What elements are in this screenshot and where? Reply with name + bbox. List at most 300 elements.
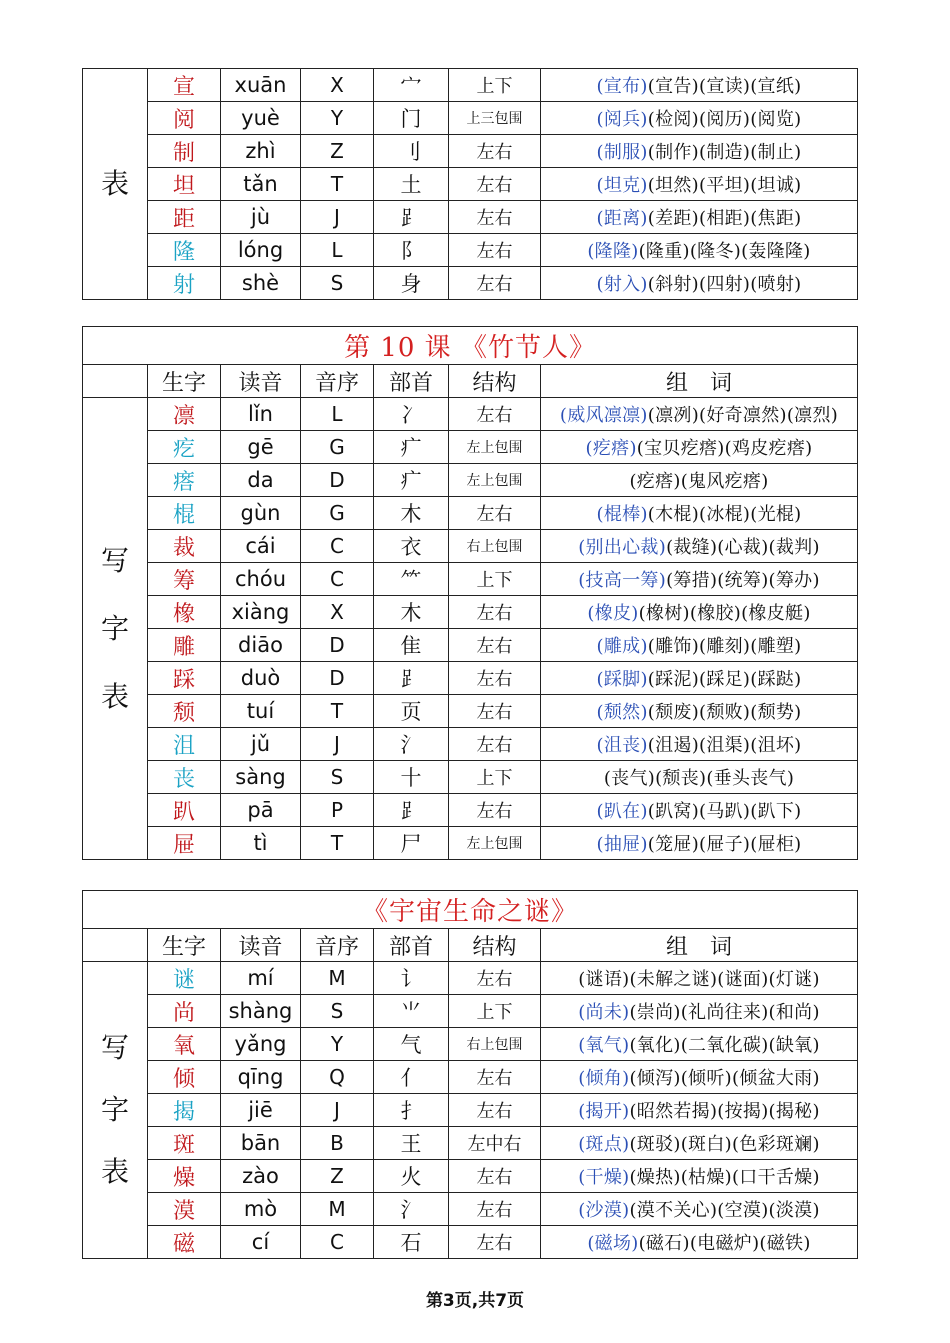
words-highlight: (射入) [596,274,648,295]
table-row [83,1193,858,1226]
seq-cell: L [301,398,374,431]
radical-cell: 扌 [374,1094,449,1127]
words-cell [541,1226,858,1259]
char-cell: 凛 [148,398,221,431]
radical-cell: 疒 [374,464,449,497]
radical-cell: 木 [374,596,449,629]
char-cell: 雕 [148,629,221,662]
table-row [83,102,858,135]
radical-cell: ⺮ [374,563,449,596]
pinyin-cell: sàng [221,761,301,794]
words-highlight: (疙瘩) [585,438,637,459]
table-row [83,135,858,168]
pinyin-cell: lóng [221,234,301,267]
table-row [83,695,858,728]
words-rest: (橡树)(橡胶)(橡皮艇) [638,603,811,624]
pinyin-cell: shàng [221,995,301,1028]
struct-cell: 左右 [449,1193,541,1226]
table-row [83,662,858,695]
vocab-table-2 [82,326,858,860]
words-highlight: (雕成) [596,636,648,657]
side-label-char: 字 [100,1093,129,1126]
seq-cell: X [301,596,374,629]
table-row [83,201,858,234]
seq-cell: S [301,267,374,300]
table-row [83,234,858,267]
header-struct: 结构 [449,365,541,398]
seq-cell: J [301,201,374,234]
struct-cell: 左右 [449,398,541,431]
table-row [83,267,858,300]
radical-cell: 氵 [374,1193,449,1226]
words-rest: (昭然若揭)(按揭)(揭秘) [629,1101,820,1122]
pinyin-cell: bān [221,1127,301,1160]
char-cell: 漠 [148,1193,221,1226]
table-row [83,1094,858,1127]
words-rest: (颓废)(颓败)(颓势) [647,702,802,723]
header-row [83,929,858,962]
words-cell [541,135,858,168]
header-char: 生字 [148,365,221,398]
pinyin-cell: tì [221,827,301,860]
words-rest: (倾泻)(倾听)(倾盆大雨) [629,1068,820,1089]
seq-cell: B [301,1127,374,1160]
words-highlight: (宣布) [596,76,648,97]
seq-cell: P [301,794,374,827]
words-cell [541,962,858,995]
table-row [83,962,858,995]
table-row [83,1028,858,1061]
seq-cell: M [301,962,374,995]
radical-cell: 疒 [374,431,449,464]
words-cell [541,761,858,794]
struct-cell: 左右 [449,662,541,695]
pinyin-cell: yǎng [221,1028,301,1061]
words-cell [541,794,858,827]
char-cell: 揭 [148,1094,221,1127]
words-rest: (漠不关心)(空漠)(淡漠) [629,1200,820,1221]
section-2 [82,326,857,860]
char-cell: 尚 [148,995,221,1028]
table-row [83,464,858,497]
words-highlight: (抽屉) [596,834,648,855]
words-rest: (氧化)(二氧化碳)(缺氧) [629,1035,820,1056]
radical-cell: 尸 [374,827,449,860]
struct-cell: 左右 [449,728,541,761]
char-cell: 距 [148,201,221,234]
struct-cell: 左右 [449,497,541,530]
words-rest: (丧气)(颓丧)(垂头丧气) [603,768,795,789]
radical-cell: 身 [374,267,449,300]
words-rest: (磁石)(电磁炉)(磁铁) [638,1233,811,1254]
pinyin-cell: chóu [221,563,301,596]
words-cell [541,464,858,497]
words-rest: (踩泥)(踩足)(踩跶) [647,669,802,690]
pinyin-cell: gùn [221,497,301,530]
words-cell [541,398,858,431]
pinyin-cell: cí [221,1226,301,1259]
seq-cell: Z [301,135,374,168]
words-highlight: (揭开) [578,1101,630,1122]
seq-cell: S [301,761,374,794]
struct-cell: 左右 [449,267,541,300]
seq-cell: D [301,464,374,497]
radical-cell: 火 [374,1160,449,1193]
seq-cell: T [301,695,374,728]
side-label [83,962,148,1259]
words-highlight: (颓然) [596,702,648,723]
radical-cell: 石 [374,1226,449,1259]
seq-cell: D [301,662,374,695]
words-highlight: (阅兵) [596,109,648,130]
pinyin-cell: qīng [221,1061,301,1094]
table-row [83,1160,858,1193]
words-rest: (宣告)(宣读)(宣纸) [647,76,802,97]
pinyin-cell: da [221,464,301,497]
words-highlight: (踩脚) [596,669,648,690]
struct-cell: 左右 [449,1094,541,1127]
char-cell: 踩 [148,662,221,695]
words-highlight: (技高一筹) [578,570,667,591]
char-cell: 屉 [148,827,221,860]
header-seq: 音序 [301,929,374,962]
table-row [83,168,858,201]
words-rest: (筹措)(统筹)(筹办) [666,570,820,591]
header-struct: 结构 [449,929,541,962]
radical-cell: 阝 [374,234,449,267]
header-side [83,929,148,962]
words-cell [541,563,858,596]
words-highlight: (沮丧) [596,735,648,756]
char-cell: 制 [148,135,221,168]
words-cell [541,1061,858,1094]
pinyin-cell: tǎn [221,168,301,201]
struct-cell: 上下 [449,69,541,102]
char-cell: 隆 [148,234,221,267]
words-cell [541,201,858,234]
pinyin-cell: mí [221,962,301,995]
title-row [83,891,858,929]
seq-cell: C [301,563,374,596]
struct-cell: 上下 [449,563,541,596]
words-cell [541,1193,858,1226]
pinyin-cell: gē [221,431,301,464]
char-cell: 倾 [148,1061,221,1094]
seq-cell: Y [301,1028,374,1061]
header-pinyin: 读音 [221,929,301,962]
words-highlight: (距离) [596,208,648,229]
radical-cell: 亻 [374,1061,449,1094]
char-cell: 筹 [148,563,221,596]
radical-cell: 气 [374,1028,449,1061]
struct-cell: 上三包围 [449,102,541,135]
side-label-char: 写 [100,543,129,577]
struct-cell: 左右 [449,1160,541,1193]
pinyin-cell: mò [221,1193,301,1226]
radical-cell: 页 [374,695,449,728]
words-highlight: (隆隆) [587,241,639,262]
radical-cell: ⻊ [374,662,449,695]
table-row [83,69,858,102]
struct-cell: 左右 [449,1061,541,1094]
pinyin-cell: xuān [221,69,301,102]
words-highlight: (棍棒) [596,504,648,525]
header-radical: 部首 [374,929,449,962]
words-cell [541,728,858,761]
seq-cell: G [301,497,374,530]
char-cell: 射 [148,267,221,300]
words-cell [541,629,858,662]
words-rest: (制作)(制造)(制止) [647,142,802,163]
char-cell: 裁 [148,530,221,563]
seq-cell: M [301,1193,374,1226]
table-row [83,794,858,827]
section-3 [82,890,857,1259]
char-cell: 疙 [148,431,221,464]
words-cell [541,69,858,102]
struct-cell: 左右 [449,695,541,728]
header-seq: 音序 [301,365,374,398]
seq-cell: Q [301,1061,374,1094]
side-label-char: 表 [100,1155,129,1188]
words-highlight: (威风凛凛) [559,405,648,426]
pinyin-cell: lǐn [221,398,301,431]
char-cell: 趴 [148,794,221,827]
radical-cell: ⻊ [374,201,449,234]
table-row [83,596,858,629]
words-highlight: (趴在) [596,801,648,822]
pinyin-cell: cái [221,530,301,563]
char-cell: 阅 [148,102,221,135]
seq-cell: S [301,995,374,1028]
words-highlight: (磁场) [587,1233,639,1254]
header-words: 组 词 [541,929,858,962]
table-row [83,995,858,1028]
radical-cell: 十 [374,761,449,794]
struct-cell: 左右 [449,629,541,662]
struct-cell: 左右 [449,234,541,267]
char-cell: 橡 [148,596,221,629]
seq-cell: D [301,629,374,662]
struct-cell: 左右 [449,201,541,234]
words-rest: (崇尚)(礼尚往来)(和尚) [629,1002,820,1023]
words-cell [541,431,858,464]
char-cell: 氧 [148,1028,221,1061]
table-row [83,827,858,860]
words-rest: (宝贝疙瘩)(鸡皮疙瘩) [636,438,813,459]
section-1 [82,68,857,300]
struct-cell: 左上包围 [449,431,541,464]
words-cell [541,1127,858,1160]
pinyin-cell: yuè [221,102,301,135]
struct-cell: 左右 [449,135,541,168]
words-cell [541,267,858,300]
lesson-title: 第 10 课 《竹节人》 [83,327,858,365]
words-highlight: (制服) [596,142,648,163]
words-rest: (坦然)(平坦)(坦诚) [647,175,802,196]
words-rest: (趴窝)(马趴)(趴下) [647,801,802,822]
radical-cell: 刂 [374,135,449,168]
words-highlight: (氧气) [578,1035,630,1056]
table-row [83,1061,858,1094]
words-cell [541,695,858,728]
words-highlight: (橡皮) [587,603,639,624]
words-rest: (雕饰)(雕刻)(雕塑) [647,636,802,657]
words-cell [541,102,858,135]
pinyin-cell: duò [221,662,301,695]
seq-cell: J [301,1094,374,1127]
radical-cell: 门 [374,102,449,135]
struct-cell: 右上包围 [449,530,541,563]
words-rest: (燥热)(枯燥)(口干舌燥) [629,1167,820,1188]
words-cell [541,995,858,1028]
seq-cell: L [301,234,374,267]
header-words: 组 词 [541,365,858,398]
char-cell: 宣 [148,69,221,102]
words-cell [541,827,858,860]
char-cell: 坦 [148,168,221,201]
seq-cell: T [301,827,374,860]
side-label [83,398,148,860]
words-cell [541,1160,858,1193]
words-highlight: (沙漠) [578,1200,630,1221]
radical-cell: 木 [374,497,449,530]
radical-cell: 氵 [374,728,449,761]
table-row [83,761,858,794]
table-row [83,1226,858,1259]
words-highlight: (尚未) [578,1002,630,1023]
seq-cell: C [301,1226,374,1259]
seq-cell: J [301,728,374,761]
words-cell [541,1094,858,1127]
words-rest: (笼屉)(屉子)(屉柜) [647,834,802,855]
pinyin-cell: zhì [221,135,301,168]
table-row [83,629,858,662]
words-rest: (差距)(相距)(焦距) [647,208,802,229]
header-radical: 部首 [374,365,449,398]
table-row [83,530,858,563]
pinyin-cell: tuí [221,695,301,728]
words-cell [541,1028,858,1061]
lesson-title: 《宇宙生命之谜》 [83,891,858,929]
side-label [83,69,148,300]
words-cell [541,168,858,201]
radical-cell: 衣 [374,530,449,563]
radical-cell: 冫 [374,398,449,431]
words-rest: (木棍)(冰棍)(光棍) [647,504,802,525]
char-cell: 燥 [148,1160,221,1193]
struct-cell: 上下 [449,995,541,1028]
char-cell: 沮 [148,728,221,761]
words-highlight: (坦克) [596,175,648,196]
seq-cell: Z [301,1160,374,1193]
table-row [83,563,858,596]
radical-cell: 讠 [374,962,449,995]
char-cell: 丧 [148,761,221,794]
words-cell [541,530,858,563]
words-rest: (检阅)(阅历)(阅览) [647,109,802,130]
radical-cell: 宀 [374,69,449,102]
words-rest: (隆重)(隆冬)(轰隆隆) [638,241,811,262]
char-cell: 磁 [148,1226,221,1259]
seq-cell: G [301,431,374,464]
pinyin-cell: jù [221,201,301,234]
table-row [83,1127,858,1160]
words-rest: (谜语)(未解之谜)(谜面)(灯谜) [578,969,820,990]
words-rest: (疙瘩)(鬼风疙瘩) [629,471,769,492]
header-pinyin: 读音 [221,365,301,398]
radical-cell: 隹 [374,629,449,662]
table-row [83,431,858,464]
words-cell [541,234,858,267]
pinyin-cell: xiàng [221,596,301,629]
struct-cell: 上下 [449,761,541,794]
header-row [83,365,858,398]
table-row [83,497,858,530]
words-rest: (凛冽)(好奇凛然)(凛烈) [647,405,839,426]
struct-cell: 左上包围 [449,464,541,497]
vocab-table-1 [82,68,858,300]
pinyin-cell: jiē [221,1094,301,1127]
words-highlight: (别出心裁) [578,537,667,558]
words-highlight: (干燥) [578,1167,630,1188]
seq-cell: Y [301,102,374,135]
struct-cell: 左上包围 [449,827,541,860]
char-cell: 颓 [148,695,221,728]
title-row [83,327,858,365]
table-row [83,398,858,431]
words-cell [541,596,858,629]
char-cell: 瘩 [148,464,221,497]
radical-cell: 王 [374,1127,449,1160]
vocab-table-3 [82,890,858,1259]
words-cell [541,662,858,695]
seq-cell: C [301,530,374,563]
struct-cell: 左右 [449,168,541,201]
struct-cell: 左右 [449,962,541,995]
pinyin-cell: jǔ [221,728,301,761]
struct-cell: 右上包围 [449,1028,541,1061]
struct-cell: 左中右 [449,1127,541,1160]
struct-cell: 左右 [449,794,541,827]
pinyin-cell: diāo [221,629,301,662]
pinyin-cell: pā [221,794,301,827]
words-highlight: (倾角) [578,1068,630,1089]
char-cell: 谜 [148,962,221,995]
side-label-char: 写 [100,1031,129,1064]
pinyin-cell: shè [221,267,301,300]
pinyin-cell: zào [221,1160,301,1193]
table-row [83,728,858,761]
radical-cell: ⻊ [374,794,449,827]
words-rest: (斑驳)(斑白)(色彩斑斓) [629,1134,820,1155]
words-rest: (斜射)(四射)(喷射) [647,274,802,295]
page-number: 第3页,共7页 [425,1291,525,1311]
radical-cell: ⺌ [374,995,449,1028]
words-highlight: (斑点) [578,1134,630,1155]
side-label-char: 表 [100,679,129,713]
char-cell: 棍 [148,497,221,530]
struct-cell: 左右 [449,1226,541,1259]
words-cell [541,497,858,530]
words-rest: (沮遏)(沮渠)(沮坏) [647,735,802,756]
struct-cell: 左右 [449,596,541,629]
side-label-char: 字 [100,611,129,645]
radical-cell: 土 [374,168,449,201]
char-cell: 斑 [148,1127,221,1160]
seq-cell: T [301,168,374,201]
seq-cell: X [301,69,374,102]
